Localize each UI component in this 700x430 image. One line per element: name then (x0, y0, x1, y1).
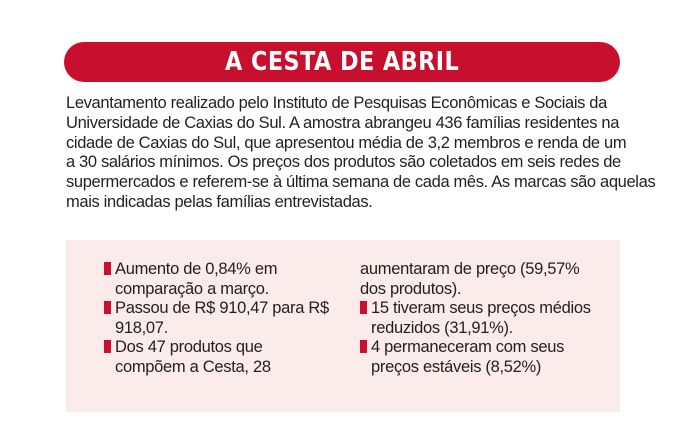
list-item-text: Passou de R$ 910,47 para R$ (115, 299, 329, 318)
highlights-left-column (104, 260, 334, 378)
highlights-right-column (360, 260, 600, 378)
list-item-text: 15 tiveram seus preços médios (371, 299, 591, 318)
list-item (104, 299, 334, 319)
list-item-continuation: reduzidos (31,91%). (371, 318, 513, 337)
list-item-continuation: dos produtos). (360, 279, 462, 298)
list-item-continuation: aumentaram de preço (59,57% (360, 260, 580, 278)
title-banner (64, 42, 620, 82)
intro-line: supermercados e referem-se à última semana de cada mês. As marcas são aquelas (66, 173, 656, 192)
highlights-panel (66, 240, 620, 412)
list-item (360, 338, 600, 358)
intro-line: mais indicadas pelas famílias entrevistadas. (66, 192, 373, 211)
bullet-square-icon (360, 301, 367, 314)
bullet-square-icon (104, 340, 111, 353)
list-item-continuation: 918,07. (115, 318, 168, 337)
list-item-text: Aumento de 0,84% em (115, 260, 278, 278)
list-item-continuation: preços estáveis (8,52%) (371, 357, 542, 376)
bullet-square-icon (360, 340, 367, 353)
bullet-square-icon (104, 301, 111, 314)
bullet-square-icon (104, 262, 111, 275)
intro-paragraph (66, 94, 656, 213)
list-item-text: Dos 47 produtos que (115, 338, 263, 357)
page-title: A CESTA DE ABRIL (224, 47, 460, 77)
intro-line: cidade de Caxias do Sul, que apresentou média de 3,2 membros e renda de um (66, 133, 627, 152)
intro-line: a 30 salários mínimos. Os preços dos produtos são coletados em seis redes de (66, 153, 621, 172)
list-item-text: 4 permaneceram com seus (371, 338, 565, 357)
list-item-continuation: compõem a Cesta, 28 (115, 357, 271, 376)
intro-line: Levantamento realizado pelo Instituto de Pesquisas Econômicas e Sociais da (66, 94, 607, 112)
intro-line: Universidade de Caxias do Sul. A amostra abrangeu 436 famílias residentes na (66, 113, 620, 132)
list-item (104, 260, 334, 280)
list-item (360, 299, 600, 319)
list-item-continuation: comparação a março. (115, 279, 269, 298)
list-item (104, 338, 334, 358)
